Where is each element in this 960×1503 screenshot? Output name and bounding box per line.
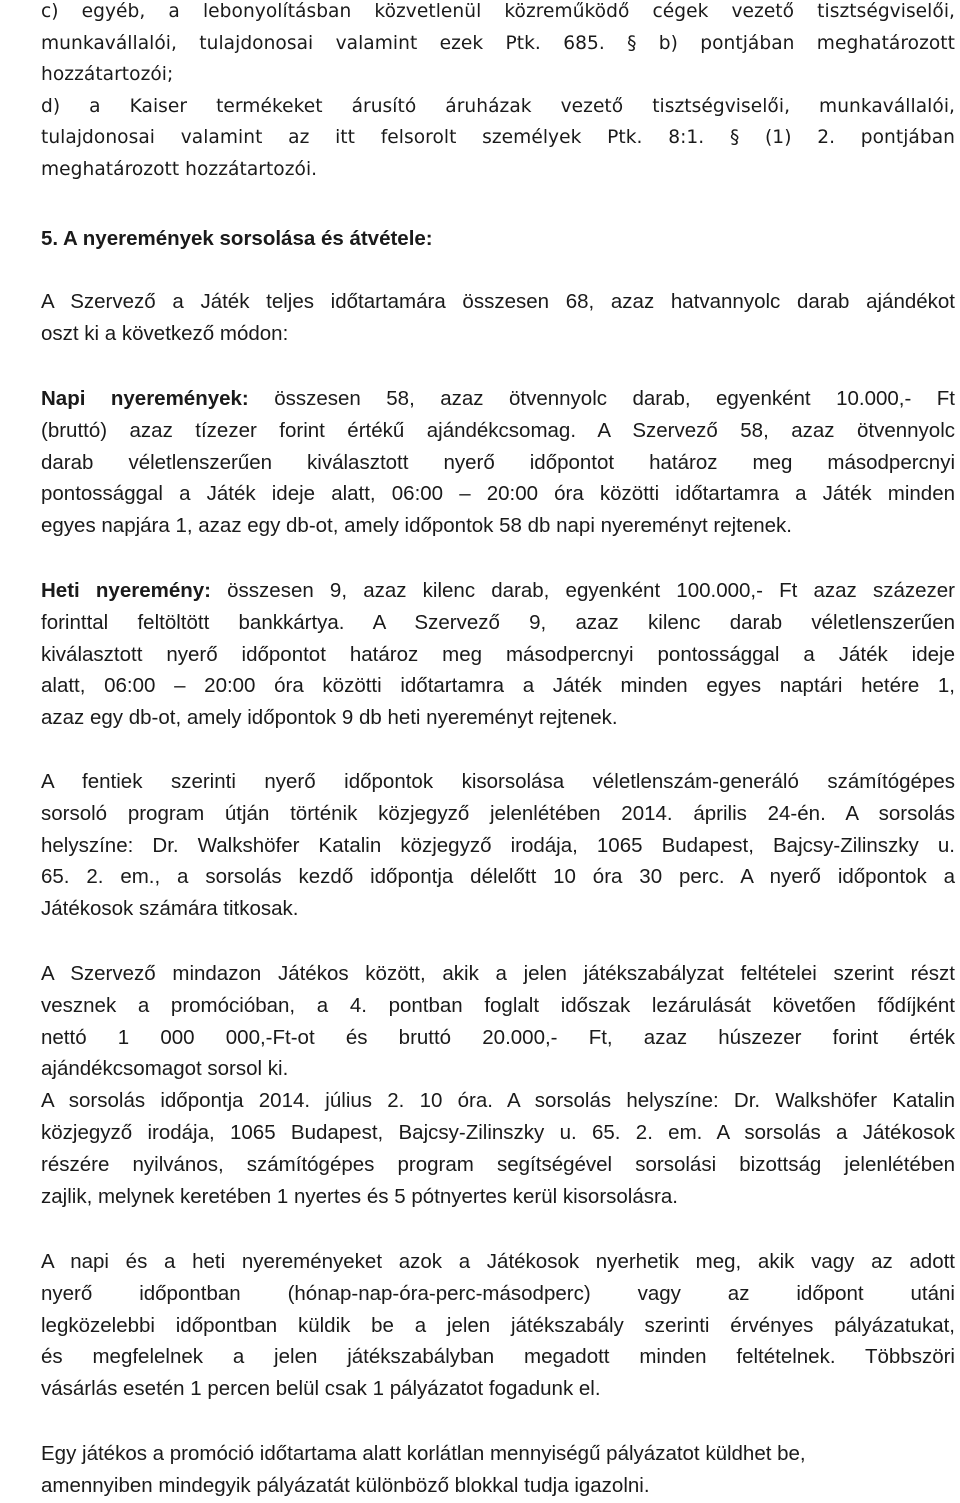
text-line: vesznek a promócióban, a 4. pontban foglalt időszak lezárulását követően fődíjként [41, 993, 955, 1017]
grand-prize-paragraph [41, 958, 955, 1212]
text-line: 65. 2. em., a sorsolás kezdő időpontja délelőtt 10 óra 30 perc. A nyerő időpontok a [41, 865, 955, 889]
text-line: egyes napjára 1, azaz egy db-ot, amely időpontok 58 db napi nyereményt rejtenek. [41, 514, 792, 538]
text-line: munkavállalói, tulajdonosai valamint ezek Ptk. 685. § b) pontjában meghatározott [41, 32, 955, 54]
weekly-prize-paragraph [41, 575, 955, 734]
text-line: Játékosok számára titkosak. [41, 897, 299, 921]
text-line: azaz egy db-ot, amely időpontok 9 db heti nyereményt rejtenek. [41, 706, 618, 730]
text-line: oszt ki a következő módon: [41, 321, 289, 345]
text-line: A sorsolás időpontja 2014. július 2. 10 óra. A sorsolás helyszíne: Dr. Walkshöfer Katalin [41, 1089, 956, 1113]
text-line: sorsoló program útján történik közjegyző jelenlétében 2014. április 24-én. A sorsolás [41, 801, 955, 825]
text-line: A Szervező a Játék teljes időtartamára összesen 68, azaz hatvannyolc darab ajándékot [41, 290, 955, 313]
text-line: ajándékcsomagot sorsol ki. [41, 1057, 289, 1081]
text-line: A Szervező mindazon Játékos között, akik a jelen játékszabályzat feltételei szerint részt [41, 962, 955, 985]
text-line: közjegyző irodája, 1065 Budapest, Bajcsy-Zilinszky u. 65. 2. em. A sorsolás a Játékosok [41, 1120, 955, 1144]
text-line [41, 575, 955, 607]
intro-paragraph [41, 286, 955, 350]
text-line: pontossággal a Játék ideje alatt, 06:00 – 20:00 óra közötti időtartamra a Játék minden [41, 482, 955, 506]
text-line: c) egyéb, a lebonyolításban közvetlenül közreműködő cégek vezető tisztségviselői, [41, 1, 955, 22]
text-line: darab véletlenszerűen kiválasztott nyerő időpontot határoz meg másodpercnyi [41, 450, 955, 474]
daily-prizes-label: Napi nyeremények: [41, 387, 249, 410]
text-line: d) a Kaiser termékeket árusító áruházak vezető tisztségviselői, munkavállalói, [41, 95, 955, 117]
text-line: amennyiben mindegyik pályázatát különböző blokkal tudja igazolni. [41, 1473, 650, 1497]
text-line: A fentiek szerinti nyerő időpontok kisorsolása véletlenszám-generáló számítógépes [41, 770, 955, 793]
text-line: nettó 1 000 000,-Ft-ot és bruttó 20.000,- Ft, azaz húszezer forint érték [41, 1025, 955, 1049]
section-heading: 5. A nyeremények sorsolása és átvétele: [41, 227, 433, 250]
text-segment: összesen 9, azaz kilenc darab, egyenként 100.000,- Ft azaz százezer [210, 579, 955, 602]
text-line: (bruttó) azaz tízezer forint értékű ajándékcsomag. A Szervező 58, azaz ötvennyolc [41, 418, 955, 442]
draw-paragraph [41, 766, 955, 925]
text-line: alatt, 06:00 – 20:00 óra közötti időtartamra a Játék minden egyes naptári hetére 1, [41, 674, 955, 698]
weekly-prize-label: Heti nyeremény: [41, 579, 211, 602]
text-line: hozzátartozói; [41, 64, 174, 86]
eligibility-exclusions-paragraph [41, 0, 955, 186]
winners-paragraph [41, 1246, 955, 1405]
unlimited-entries-paragraph [41, 1438, 955, 1502]
text-segment: összesen 58, azaz ötvennyolc darab, egyenként 10.000,- Ft [248, 387, 955, 410]
text-line: részére nyilvános, számítógépes program segítségével sorsolási bizottság jelenlétében [41, 1152, 955, 1176]
text-line: kiválasztott nyerő időpontot határoz meg másodpercnyi pontossággal a Játék ideje [41, 642, 955, 666]
text-line: A napi és a heti nyereményeket azok a Játékosok nyerhetik meg, akik vagy az adott [41, 1250, 956, 1273]
text-line: legközelebbi időpontban küldik be a jelen játékszabály szerinti érvényes pályázatukat, [41, 1313, 955, 1337]
text-line [41, 383, 955, 415]
text-line: Egy játékos a promóció időtartama alatt korlátlan mennyiségű pályázatot küldhet be, [41, 1442, 806, 1465]
text-line: és megfelelnek a jelen játékszabályban megadott minden feltételnek. Többszöri [41, 1345, 955, 1369]
text-line: nyerő időpontban (hónap-nap-óra-perc-másodperc) vagy az időpont utáni [41, 1281, 955, 1305]
text-line: forinttal feltöltött bankkártya. A Szervező 9, azaz kilenc darab véletlenszerűen [41, 610, 955, 634]
text-line: vásárlás esetén 1 percen belül csak 1 pályázatot fogadunk el. [41, 1377, 601, 1401]
text-line: tulajdonosai valamint az itt felsorolt személyek Ptk. 8:1. § (1) 2. pontjában [41, 127, 955, 149]
text-line: zajlik, melynek keretében 1 nyertes és 5 pótnyertes kerül kisorsolásra. [41, 1184, 678, 1208]
text-line: helyszíne: Dr. Walkshöfer Katalin közjegyző irodája, 1065 Budapest, Bajcsy-Zilinszky u. [41, 833, 955, 857]
text-line: meghatározott hozzátartozói. [41, 158, 318, 180]
daily-prizes-paragraph [41, 383, 955, 542]
